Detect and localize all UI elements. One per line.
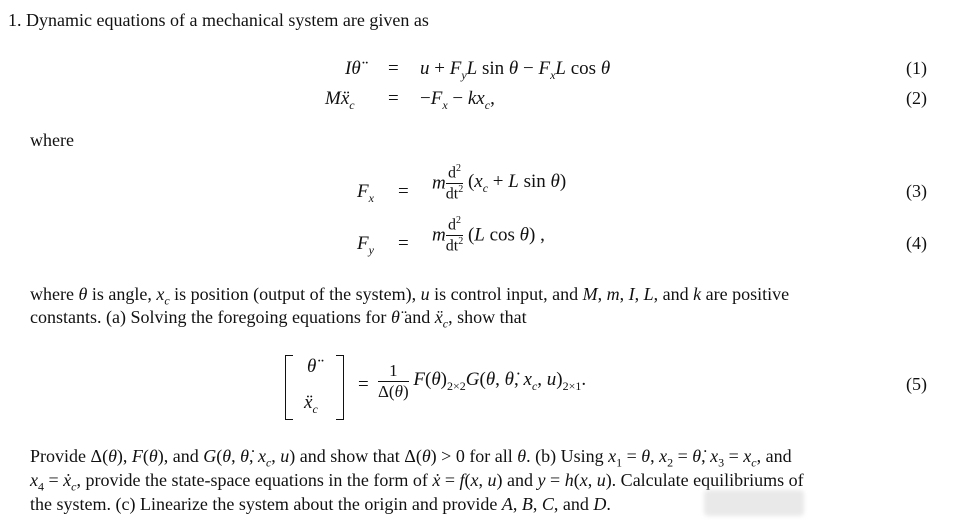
paragraph-line-2: constants. (a) Solving the foregoing equations for θ̈ and ẍ$_c$, show that bbox=[30, 307, 527, 331]
problem-intro: 1. Dynamic equations of a mechanical system are given as bbox=[8, 10, 429, 30]
eq1-lhs: Iθ̈ bbox=[345, 58, 361, 79]
eq3-rhs: m $\frac{d^2}{dt^2}$ ($x_c + L$ sin θ) bbox=[432, 163, 567, 203]
eq5-rhs: $\frac{1}{\Delta(\theta)}$ $F(\theta)_{2\times 2}G(\theta$, θ̇, $x_c$, $u)_{2\times 1}$. bbox=[378, 361, 587, 401]
eq4-number: (4) bbox=[906, 233, 927, 253]
where-label: where bbox=[30, 130, 74, 150]
final-line-2: $x_4$ = ẋ$_c$, provide the state-space equations in the form of ẋ = f(x, u) and y = h(x, u). Calculate equilibriums of bbox=[30, 470, 804, 494]
final-line-3: the system. (c) Linearize the system about the origin and provide A, B, C, and D. bbox=[30, 494, 611, 514]
eq4-rel: = bbox=[398, 233, 409, 254]
eq2-number: (2) bbox=[906, 88, 927, 108]
eq1-number: (1) bbox=[906, 58, 927, 78]
matrix-right-bracket bbox=[336, 355, 344, 420]
eq1-rhs: $u + F_yL$ $\sin \theta - F_xL$ cos θ bbox=[420, 58, 611, 82]
eq3-lhs: $F_x$ bbox=[357, 181, 374, 205]
eq5-vector-bottom: ẍ$_c$ bbox=[304, 392, 318, 416]
eq2-rhs: $-F_x - kx_c$, bbox=[420, 88, 495, 112]
final-line-1: Provide Δ(θ), F(θ), and G(θ, θ̇, $x_c$, u) and show that Δ(θ) > 0 for all θ. (b) Using $x_1 = \theta$, $x_2$ = θ̇, $x_3 = x_c$, and bbox=[30, 446, 792, 470]
eq3-number: (3) bbox=[906, 181, 927, 201]
eq4-rhs: m $\frac{d^2}{dt^2}$ (L cos θ) , bbox=[432, 215, 545, 255]
redaction-blur bbox=[704, 490, 804, 516]
matrix-left-bracket bbox=[285, 355, 293, 420]
eq5-rel: = bbox=[358, 374, 369, 395]
eq2-lhs: Mẍ$_c$ bbox=[325, 88, 355, 112]
eq3-rel: = bbox=[398, 181, 409, 202]
eq1-rel: = bbox=[388, 58, 399, 79]
paragraph-line-1: where θ is angle, $x_c$ is position (output of the system), u is control input, and M, m, I, L, and k are positive bbox=[30, 284, 790, 308]
eq5-vector-top: θ̈ bbox=[307, 356, 317, 377]
eq5-number: (5) bbox=[906, 374, 927, 394]
eq4-lhs: $F_y$ bbox=[357, 233, 374, 257]
eq2-rel: = bbox=[388, 88, 399, 109]
